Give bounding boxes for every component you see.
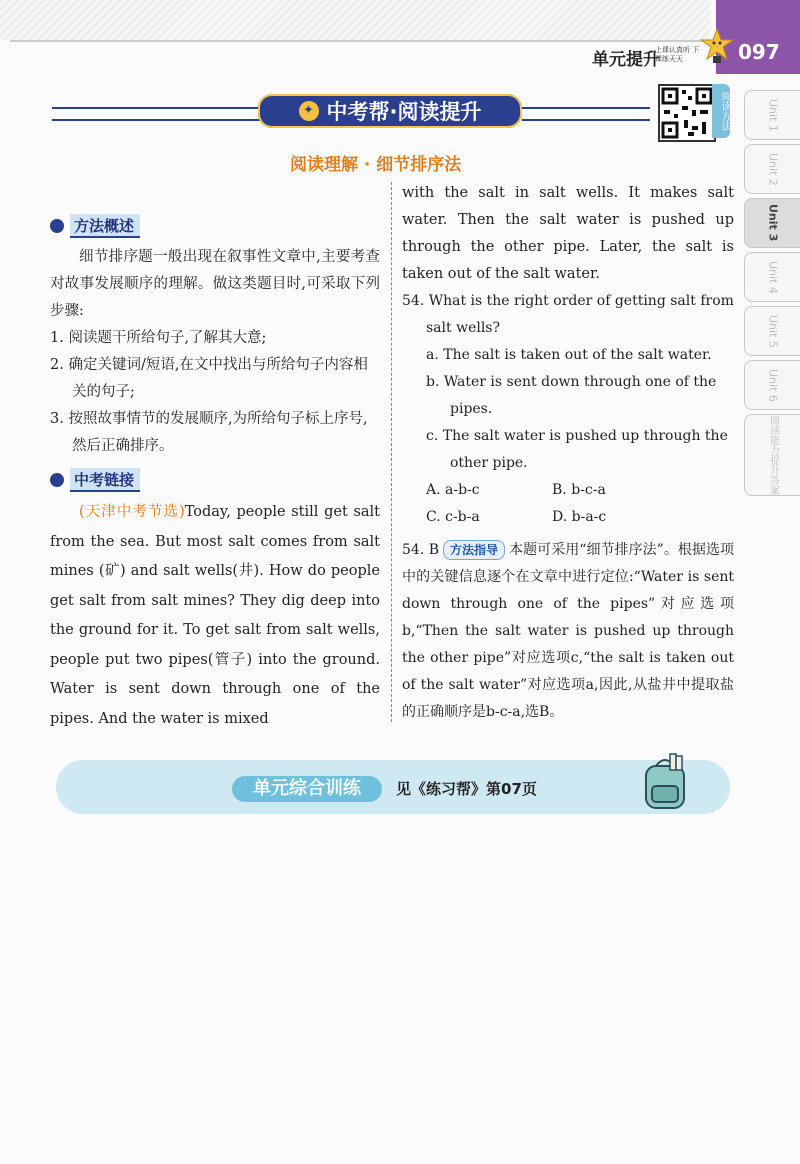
method-intro: 细节排序题一般出现在叙事性文章中,主要考查对故事发展顺序的理解。做这类题目时,可采取下列步骤: — [50, 249, 380, 319]
banner-rule-right — [522, 107, 650, 121]
banner — [258, 94, 522, 128]
choice-a: A. a-b-c — [426, 482, 480, 498]
tab-unit-2[interactable]: Unit 2 — [744, 144, 800, 194]
qr-code-icon[interactable] — [658, 84, 716, 142]
answer-choices — [402, 477, 734, 531]
section-icon — [50, 473, 64, 487]
qr-label: 阅读方法 — [712, 84, 730, 138]
practice-pill: 单元综合训练 — [232, 776, 382, 802]
choice-c: C. c-b-a — [426, 509, 480, 525]
step-3: 3. 按照故事情节的发展顺序,为所给句子标上序号,然后正确排序。 — [50, 411, 368, 454]
link-heading — [50, 468, 380, 492]
practice-reference: 见《练习帮》第07页 — [396, 780, 537, 798]
header-rule — [10, 40, 710, 42]
answer-label: 54. B — [402, 542, 440, 558]
option-c: c. The salt water is pushed up through the other pipe. — [426, 428, 728, 471]
passage-source: (天津中考节选) — [79, 504, 185, 520]
method-heading — [50, 214, 380, 238]
banner-rule-left — [52, 107, 260, 121]
explanation-text: 本题可采用“细节排序法”。根据选项中的关键信息逐个在文章中进行定位:“Water is sent down through one of the pipes”对应选项b,“Then the salt water is pushed up through the other pipe”对应选项c,“the salt is taken out of the salt water”对应选项a,因此,从盐井中提取盐的正确顺序是b-c-a,选B。 — [402, 542, 734, 720]
choice-b: B. b-c-a — [552, 482, 606, 498]
tab-answers[interactable]: 阅读能力提升答案 — [744, 414, 800, 496]
question-54: 54. What is the right order of getting salt from salt wells? — [402, 293, 734, 336]
lightbulb-icon: ✦ — [299, 101, 319, 121]
choice-d: D. b-a-c — [552, 509, 607, 525]
page-number: 097 — [738, 40, 780, 64]
method-guide-badge: 方法指导 — [443, 540, 505, 560]
header-section-title: 单元提升 — [592, 50, 660, 70]
header-pattern — [0, 0, 710, 40]
option-a: a. The salt is taken out of the salt water. — [426, 347, 712, 363]
star-mascot-icon — [700, 28, 734, 64]
header-slogan: 上课认真听 下课练天天 — [655, 46, 700, 63]
banner-title: 中考帮·阅读提升 — [326, 100, 482, 124]
practice-bar — [56, 760, 730, 814]
left-column — [50, 210, 380, 734]
page-subtitle: 阅读理解 · 细节排序法 — [290, 155, 462, 175]
column-divider — [391, 182, 392, 722]
unit-tabs — [744, 90, 800, 500]
right-column — [402, 180, 734, 726]
link-heading-text: 中考链接 — [70, 468, 140, 492]
option-b: b. Water is sent down through one of the pipes. — [426, 374, 717, 417]
tab-unit-6[interactable]: Unit 6 — [744, 360, 800, 410]
tab-unit-1[interactable]: Unit 1 — [744, 90, 800, 140]
tab-unit-4[interactable]: Unit 4 — [744, 252, 800, 302]
passage-part-1 — [50, 498, 380, 734]
method-heading-text: 方法概述 — [70, 214, 140, 238]
backpack-icon — [634, 752, 696, 812]
tab-unit-3[interactable]: Unit 3 — [744, 198, 800, 248]
step-1: 1. 阅读题干所给句子,了解其大意; — [50, 330, 267, 346]
section-icon — [50, 219, 64, 233]
step-2: 2. 确定关键词/短语,在文中找出与所给句子内容相关的句子; — [50, 357, 368, 400]
answer-explanation — [402, 537, 734, 726]
passage-text: Today, people still get salt from the sea. But most salt comes from salt mines (矿) and salt wells(井). How do people get salt from salt mines? They dig deep into the ground for it. To get salt from salt wells, people put two pipes(管子) into the ground. Water is sent down through one of the pipes. And the water is mixed — [50, 504, 380, 727]
tab-unit-5[interactable]: Unit 5 — [744, 306, 800, 356]
passage-part-2: with the salt in salt wells. It makes salt water. Then the salt water is pushed up through the other pipe. Later, the salt is taken out of the salt water. — [402, 185, 734, 282]
